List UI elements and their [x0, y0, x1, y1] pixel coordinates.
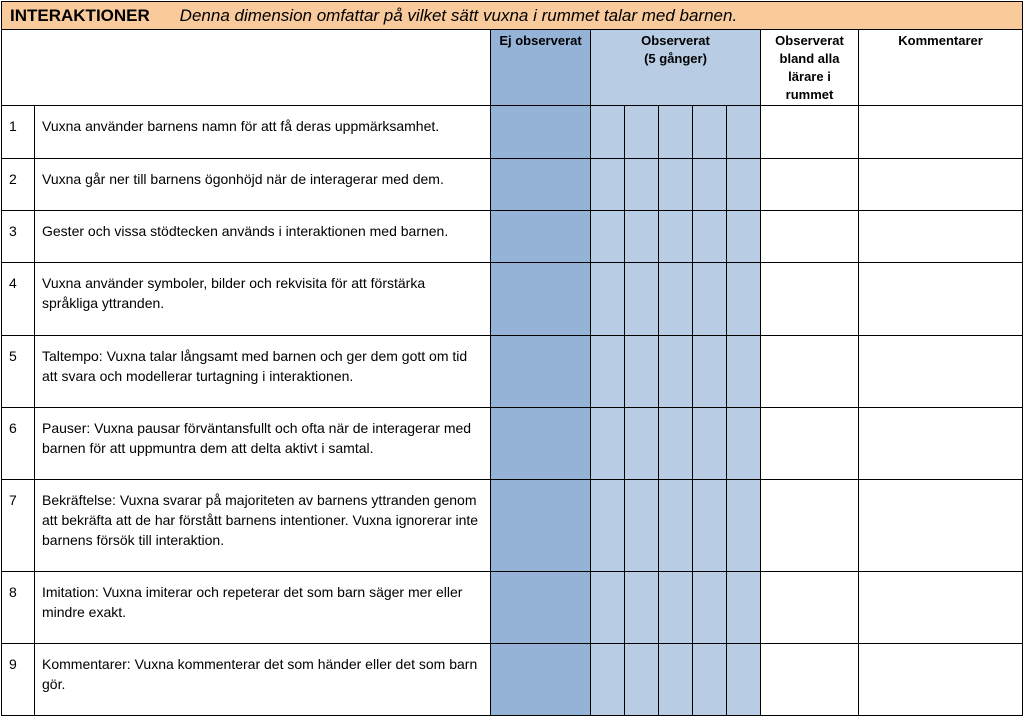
ej-observerat-cell[interactable]	[491, 644, 591, 716]
observation-cell[interactable]	[591, 644, 625, 716]
row-number: 9	[2, 644, 35, 716]
observation-cell[interactable]	[659, 211, 693, 263]
row-text: Bekräftelse: Vuxna svarar på majoriteten av barnens yttranden genom att bekräfta att de har förstått barnens intentioner. Vuxna ignorerar inte barnens försök till interaktion.	[35, 480, 491, 572]
bland-alla-cell[interactable]	[761, 159, 859, 211]
table-row	[2, 572, 1023, 644]
kommentar-cell[interactable]	[859, 408, 1023, 480]
kommentar-cell[interactable]	[859, 159, 1023, 211]
bland-alla-cell[interactable]	[761, 408, 859, 480]
header-bland-alla	[761, 30, 859, 106]
table-row	[2, 159, 1023, 211]
observation-cell[interactable]	[625, 211, 659, 263]
observation-cell[interactable]	[727, 263, 761, 336]
header-blank	[2, 30, 491, 106]
row-number: 1	[2, 106, 35, 159]
observation-cell[interactable]	[727, 644, 761, 716]
ej-observerat-cell[interactable]	[491, 336, 591, 408]
observation-cell[interactable]	[625, 336, 659, 408]
bland-alla-cell[interactable]	[761, 106, 859, 159]
header-bland-alla-line: bland alla	[779, 51, 840, 66]
observation-cell[interactable]	[659, 572, 693, 644]
observation-cell[interactable]	[693, 408, 727, 480]
kommentar-cell[interactable]	[859, 336, 1023, 408]
bland-alla-cell[interactable]	[761, 336, 859, 408]
bland-alla-cell[interactable]	[761, 263, 859, 336]
observation-cell[interactable]	[659, 106, 693, 159]
kommentar-cell[interactable]	[859, 263, 1023, 336]
observation-cell[interactable]	[591, 106, 625, 159]
observation-cell[interactable]	[625, 644, 659, 716]
row-number: 4	[2, 263, 35, 336]
row-text: Gester och vissa stödtecken används i interaktionen med barnen.	[35, 211, 491, 263]
ej-observerat-cell[interactable]	[491, 263, 591, 336]
observation-cell[interactable]	[693, 480, 727, 572]
row-text: Vuxna använder symboler, bilder och rekvisita för att förstärka språkliga yttranden.	[35, 263, 491, 336]
ej-observerat-cell[interactable]	[491, 408, 591, 480]
observation-cell[interactable]	[625, 408, 659, 480]
header-kommentarer	[859, 30, 1023, 106]
header-ej-observerat-label: Ej observerat	[499, 33, 582, 48]
observation-cell[interactable]	[625, 159, 659, 211]
observation-cell[interactable]	[591, 263, 625, 336]
ej-observerat-cell[interactable]	[491, 106, 591, 159]
table-row	[2, 211, 1023, 263]
header-observerat-label: Observerat	[641, 33, 710, 48]
observation-cell[interactable]	[693, 263, 727, 336]
row-text: Pauser: Vuxna pausar förväntansfullt och ofta när de interagerar med barnen för att uppmuntra dem att delta aktivt i samtal.	[35, 408, 491, 480]
header-ej-observerat	[491, 30, 591, 106]
observation-cell[interactable]	[693, 644, 727, 716]
observation-cell[interactable]	[659, 263, 693, 336]
title-row	[2, 2, 1023, 30]
row-text: Taltempo: Vuxna talar långsamt med barnen och ger dem gott om tid att svara och modellerar turtagning i interaktionen.	[35, 336, 491, 408]
observation-cell[interactable]	[591, 572, 625, 644]
observation-cell[interactable]	[625, 106, 659, 159]
table-row	[2, 106, 1023, 159]
observation-cell[interactable]	[625, 572, 659, 644]
observation-cell[interactable]	[727, 480, 761, 572]
bland-alla-cell[interactable]	[761, 211, 859, 263]
row-text: Kommentarer: Vuxna kommenterar det som händer eller det som barn gör.	[35, 644, 491, 716]
bland-alla-cell[interactable]	[761, 480, 859, 572]
observation-cell[interactable]	[693, 211, 727, 263]
observation-cell[interactable]	[727, 211, 761, 263]
title-cell	[2, 2, 1023, 30]
observation-cell[interactable]	[625, 480, 659, 572]
bland-alla-cell[interactable]	[761, 572, 859, 644]
observation-cell[interactable]	[727, 572, 761, 644]
observation-cell[interactable]	[727, 336, 761, 408]
observation-cell[interactable]	[625, 263, 659, 336]
observation-form	[1, 1, 1022, 716]
section-title: INTERAKTIONER	[10, 5, 150, 25]
observation-cell[interactable]	[659, 408, 693, 480]
observation-cell[interactable]	[591, 211, 625, 263]
observation-cell[interactable]	[693, 159, 727, 211]
observation-cell[interactable]	[591, 480, 625, 572]
observation-cell[interactable]	[727, 159, 761, 211]
table-row	[2, 263, 1023, 336]
row-number: 8	[2, 572, 35, 644]
observation-table	[1, 1, 1023, 716]
header-bland-alla-line: Observerat	[775, 33, 844, 48]
observation-cell[interactable]	[591, 408, 625, 480]
header-observerat-count: (5 gånger)	[644, 51, 707, 66]
observation-cell[interactable]	[693, 336, 727, 408]
kommentar-cell[interactable]	[859, 572, 1023, 644]
row-number: 2	[2, 159, 35, 211]
observation-cell[interactable]	[727, 106, 761, 159]
table-row	[2, 644, 1023, 716]
row-number: 7	[2, 480, 35, 572]
ej-observerat-cell[interactable]	[491, 211, 591, 263]
ej-observerat-cell[interactable]	[491, 572, 591, 644]
table-row	[2, 480, 1023, 572]
header-kommentarer-label: Kommentarer	[898, 33, 983, 48]
observation-cell[interactable]	[659, 480, 693, 572]
observation-cell[interactable]	[727, 408, 761, 480]
observation-cell[interactable]	[659, 159, 693, 211]
row-text: Vuxna går ner till barnens ögonhöjd när de interagerar med dem.	[35, 159, 491, 211]
observation-cell[interactable]	[693, 106, 727, 159]
kommentar-cell[interactable]	[859, 211, 1023, 263]
kommentar-cell[interactable]	[859, 644, 1023, 716]
row-number: 5	[2, 336, 35, 408]
row-number: 6	[2, 408, 35, 480]
kommentar-cell[interactable]	[859, 106, 1023, 159]
observation-cell[interactable]	[693, 572, 727, 644]
column-header-row	[2, 30, 1023, 106]
bland-alla-cell[interactable]	[761, 644, 859, 716]
observation-cell[interactable]	[659, 644, 693, 716]
kommentar-cell[interactable]	[859, 480, 1023, 572]
header-observerat	[591, 30, 761, 106]
row-number: 3	[2, 211, 35, 263]
ej-observerat-cell[interactable]	[491, 159, 591, 211]
row-text: Imitation: Vuxna imiterar och repeterar det som barn säger mer eller mindre exakt.	[35, 572, 491, 644]
header-bland-alla-line: rummet	[785, 87, 834, 102]
header-bland-alla-line: lärare i	[788, 69, 831, 84]
observation-cell[interactable]	[591, 336, 625, 408]
row-text: Vuxna använder barnens namn för att få deras uppmärksamhet.	[35, 106, 491, 159]
table-row	[2, 336, 1023, 408]
section-description: Denna dimension omfattar på vilket sätt vuxna i rummet talar med barnen.	[179, 5, 738, 25]
table-row	[2, 408, 1023, 480]
observation-cell[interactable]	[591, 159, 625, 211]
observation-cell[interactable]	[659, 336, 693, 408]
ej-observerat-cell[interactable]	[491, 480, 591, 572]
